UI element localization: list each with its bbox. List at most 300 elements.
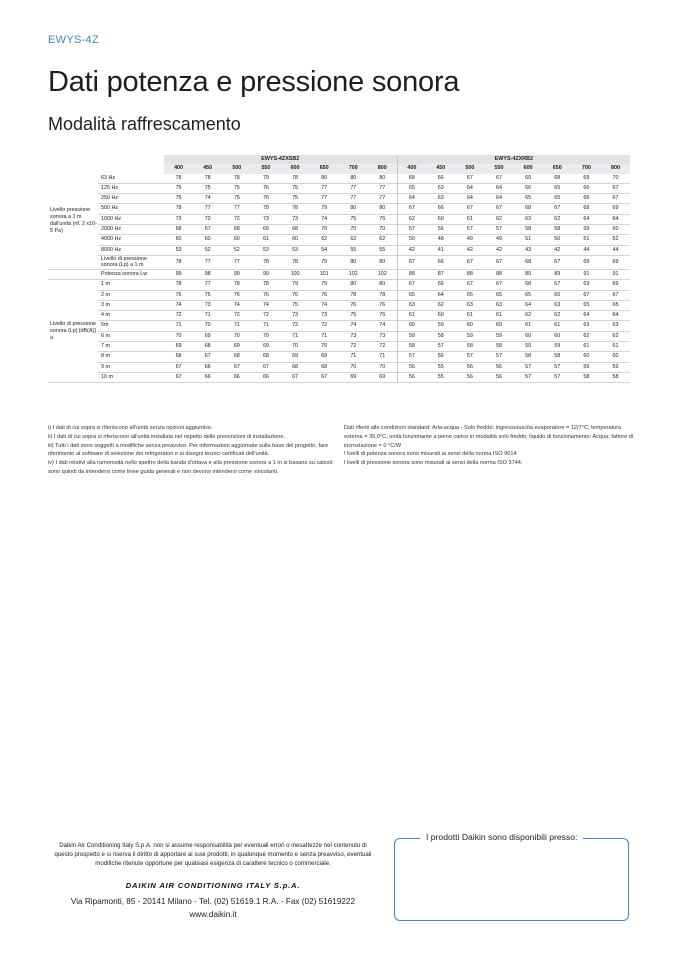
value-cell: 75	[222, 183, 251, 193]
dealer-label: I prodotti Daikin sono disponibili presso:	[420, 832, 583, 842]
value-cell: 65	[455, 290, 484, 300]
value-cell: 69	[251, 342, 280, 352]
value-cell: 64	[484, 183, 513, 193]
value-cell: 56	[426, 225, 455, 235]
value-cell: 65	[543, 290, 572, 300]
note-line: ii) I dati di cui sopra si riferiscono all'unità installata nel rispetto delle prescrizioni di installazione.	[48, 433, 286, 440]
value-cell: 60	[455, 321, 484, 331]
value-cell: 62	[543, 214, 572, 224]
company-address: Via Ripamonti, 85 - 20141 Milano - Tel. (02) 51619.1 R.A. - Fax (02) 51619222	[70, 897, 356, 906]
value-cell: 67	[601, 183, 630, 193]
value-cell: 69	[514, 174, 543, 184]
value-cell: 80	[368, 255, 397, 269]
value-cell: 59	[514, 342, 543, 352]
value-cell: 67	[222, 362, 251, 372]
note-line: I livelli di potenza sonora sono misurati ai sensi della norma ISO 9614	[344, 451, 517, 458]
value-cell: 50	[397, 235, 426, 245]
value-cell: 58	[455, 342, 484, 352]
value-cell: 78	[281, 255, 310, 269]
value-cell: 73	[339, 331, 368, 341]
size-header: 400	[164, 164, 193, 173]
size-header: 500	[455, 164, 484, 173]
value-cell: 102	[368, 269, 397, 279]
value-cell: 59	[572, 225, 601, 235]
value-cell: 76	[164, 290, 193, 300]
value-cell: 70	[310, 342, 339, 352]
value-cell: 75	[339, 214, 368, 224]
value-cell: 44	[572, 245, 601, 255]
value-cell: 55	[426, 362, 455, 372]
value-cell: 67	[164, 372, 193, 382]
value-cell: 70	[601, 174, 630, 184]
value-cell: 68	[310, 362, 339, 372]
value-cell: 64	[572, 214, 601, 224]
value-cell: 68	[514, 204, 543, 214]
table-row	[48, 174, 630, 184]
value-cell: 71	[310, 331, 339, 341]
value-cell: 79	[281, 280, 310, 290]
value-cell: 69	[368, 372, 397, 382]
row-label: 1 m	[98, 280, 164, 290]
company-name: DAIKIN AIR CONDITIONING ITALY S.p.A.	[125, 881, 301, 890]
value-cell: 57	[397, 352, 426, 362]
value-cell: 68	[251, 352, 280, 362]
value-cell: 57	[455, 352, 484, 362]
value-cell: 67	[455, 174, 484, 184]
value-cell: 56	[455, 362, 484, 372]
notes-left	[48, 424, 338, 477]
dealer-box	[394, 838, 629, 921]
value-cell: 60	[572, 352, 601, 362]
value-cell: 69	[251, 225, 280, 235]
value-cell: 89	[543, 269, 572, 279]
value-cell: 65	[514, 194, 543, 204]
value-cell: 102	[339, 269, 368, 279]
value-cell: 64	[601, 214, 630, 224]
value-cell: 53	[281, 245, 310, 255]
value-cell: 62	[368, 235, 397, 245]
value-cell: 73	[368, 331, 397, 341]
row-label: 4 m	[98, 311, 164, 321]
value-cell: 80	[339, 280, 368, 290]
value-cell: 56	[484, 362, 513, 372]
value-cell: 62	[339, 235, 368, 245]
row-label: 8000 Hz	[98, 245, 164, 255]
row-label: Potenza sonora Lw	[98, 269, 164, 279]
value-cell: 77	[339, 194, 368, 204]
value-cell: 67	[164, 362, 193, 372]
group-header-xsb2: EWYS-4ZXSB2	[164, 155, 397, 164]
value-cell: 56	[397, 362, 426, 372]
value-cell: 61	[543, 321, 572, 331]
value-cell: 77	[193, 280, 222, 290]
value-cell: 67	[251, 362, 280, 372]
row-label: 2 m	[98, 290, 164, 300]
value-cell: 63	[426, 183, 455, 193]
table-row	[48, 321, 630, 331]
value-cell: 55	[339, 245, 368, 255]
value-cell: 58	[514, 225, 543, 235]
value-cell: 57	[514, 372, 543, 382]
value-cell: 78	[281, 204, 310, 214]
value-cell: 99	[222, 269, 251, 279]
value-cell: 61	[514, 321, 543, 331]
value-cell: 73	[281, 311, 310, 321]
value-cell: 52	[601, 235, 630, 245]
row-label: Livello di pressione sonora (Lp) a 1 m	[98, 255, 164, 269]
value-cell: 66	[193, 362, 222, 372]
value-cell: 98	[193, 269, 222, 279]
value-cell: 76	[281, 290, 310, 300]
value-cell: 61	[455, 214, 484, 224]
value-cell: 78	[164, 255, 193, 269]
value-cell: 56	[397, 372, 426, 382]
value-cell: 75	[164, 194, 193, 204]
value-cell: 67	[543, 280, 572, 290]
row-label: 6 m	[98, 331, 164, 341]
value-cell: 67	[572, 290, 601, 300]
value-cell: 57	[484, 225, 513, 235]
value-cell: 80	[310, 174, 339, 184]
value-cell: 65	[601, 300, 630, 310]
value-cell: 71	[193, 311, 222, 321]
value-cell: 52	[193, 245, 222, 255]
value-cell: 79	[310, 204, 339, 214]
value-cell: 64	[484, 194, 513, 204]
value-cell: 67	[397, 255, 426, 269]
value-cell: 80	[339, 204, 368, 214]
section-label: Livello pressione sonora a 1 m dall'unità (rif. 2 x10-5 Pa)	[48, 174, 98, 270]
value-cell: 75	[281, 183, 310, 193]
value-cell: 57	[514, 362, 543, 372]
value-cell: 70	[251, 331, 280, 341]
value-cell: 61	[455, 311, 484, 321]
value-cell: 76	[222, 290, 251, 300]
value-cell: 67	[601, 290, 630, 300]
value-cell: 60	[193, 235, 222, 245]
value-cell: 62	[310, 235, 339, 245]
value-cell: 73	[251, 214, 280, 224]
page-title: Dati potenza e pressione sonora	[48, 66, 460, 98]
row-label: 8 m	[98, 352, 164, 362]
value-cell: 78	[164, 204, 193, 214]
value-cell: 99	[164, 269, 193, 279]
value-cell: 77	[310, 183, 339, 193]
row-label: 10 m	[98, 372, 164, 382]
value-cell: 68	[514, 280, 543, 290]
size-header: 450	[426, 164, 455, 173]
value-cell: 69	[164, 342, 193, 352]
value-cell: 66	[426, 174, 455, 184]
value-cell: 67	[455, 204, 484, 214]
value-cell: 63	[572, 321, 601, 331]
value-cell: 48	[426, 235, 455, 245]
table-row	[48, 214, 630, 224]
notes-right	[344, 424, 634, 468]
row-label: 7 m	[98, 342, 164, 352]
value-cell: 78	[164, 280, 193, 290]
value-cell: 62	[426, 300, 455, 310]
value-cell: 77	[193, 204, 222, 214]
value-cell: 64	[455, 183, 484, 193]
value-cell: 68	[397, 174, 426, 184]
table-row	[48, 331, 630, 341]
sound-data-table	[48, 155, 630, 383]
value-cell: 69	[601, 204, 630, 214]
value-cell: 59	[455, 331, 484, 341]
value-cell: 64	[572, 311, 601, 321]
value-cell: 56	[426, 352, 455, 362]
value-cell: 65	[543, 183, 572, 193]
value-cell: 59	[426, 321, 455, 331]
note-line: iv) I dati relativi alla rumorosità nello spettro della banda d'ottava e alla pressione sonora a 1 m si basano su calcoli: sono quindi da intendersi come linee guida generali e non devono intendersi come vincolanti.	[48, 460, 334, 475]
value-cell: 43	[514, 245, 543, 255]
value-cell: 64	[455, 194, 484, 204]
value-cell: 71	[368, 352, 397, 362]
value-cell: 53	[164, 245, 193, 255]
value-cell: 66	[572, 183, 601, 193]
value-cell: 76	[368, 300, 397, 310]
value-cell: 65	[397, 183, 426, 193]
value-cell: 66	[426, 255, 455, 269]
row-label: 5m	[98, 321, 164, 331]
value-cell: 62	[484, 214, 513, 224]
value-cell: 74	[368, 321, 397, 331]
value-cell: 70	[339, 362, 368, 372]
value-cell: 57	[543, 362, 572, 372]
group-header-xrb2: EWYS-4ZXRB2	[397, 155, 630, 164]
value-cell: 75	[339, 311, 368, 321]
row-label: 4000 Hz	[98, 235, 164, 245]
size-header: 800	[368, 164, 397, 173]
size-header: 500	[222, 164, 251, 173]
value-cell: 68	[193, 342, 222, 352]
size-header: 700	[572, 164, 601, 173]
value-cell: 69	[193, 331, 222, 341]
value-cell: 76	[339, 300, 368, 310]
value-cell: 75	[164, 183, 193, 193]
value-cell: 58	[514, 352, 543, 362]
value-cell: 87	[426, 269, 455, 279]
value-cell: 67	[543, 204, 572, 214]
table-row	[48, 204, 630, 214]
value-cell: 65	[572, 300, 601, 310]
table-row	[48, 269, 630, 279]
value-cell: 70	[281, 342, 310, 352]
value-cell: 68	[164, 352, 193, 362]
value-cell: 50	[543, 235, 572, 245]
value-cell: 63	[601, 321, 630, 331]
value-cell: 78	[251, 204, 280, 214]
value-cell: 77	[339, 183, 368, 193]
value-cell: 75	[222, 194, 251, 204]
value-cell: 68	[514, 255, 543, 269]
table-row	[48, 352, 630, 362]
value-cell: 69	[572, 174, 601, 184]
value-cell: 72	[222, 214, 251, 224]
value-cell: 57	[543, 372, 572, 382]
value-cell: 66	[572, 194, 601, 204]
value-cell: 65	[543, 194, 572, 204]
value-cell: 60	[426, 311, 455, 321]
value-cell: 72	[164, 311, 193, 321]
value-cell: 63	[543, 300, 572, 310]
value-cell: 77	[310, 194, 339, 204]
value-cell: 99	[251, 269, 280, 279]
row-label: 250 Hz	[98, 194, 164, 204]
value-cell: 70	[368, 362, 397, 372]
value-cell: 91	[601, 269, 630, 279]
value-cell: 69	[572, 204, 601, 214]
value-cell: 75	[368, 214, 397, 224]
value-cell: 57	[426, 342, 455, 352]
value-cell: 74	[251, 300, 280, 310]
value-cell: 80	[368, 204, 397, 214]
value-cell: 67	[601, 194, 630, 204]
value-cell: 59	[397, 331, 426, 341]
table-row	[48, 225, 630, 235]
value-cell: 53	[251, 245, 280, 255]
value-cell: 58	[397, 342, 426, 352]
value-cell: 63	[514, 214, 543, 224]
value-cell: 62	[514, 311, 543, 321]
value-cell: 67	[281, 372, 310, 382]
value-cell: 65	[484, 290, 513, 300]
value-cell: 61	[251, 235, 280, 245]
size-header: 650	[543, 164, 572, 173]
value-cell: 70	[193, 321, 222, 331]
value-cell: 70	[164, 331, 193, 341]
value-cell: 77	[222, 255, 251, 269]
value-cell: 59	[543, 342, 572, 352]
value-cell: 66	[426, 204, 455, 214]
value-cell: 61	[484, 311, 513, 321]
value-cell: 70	[339, 225, 368, 235]
value-cell: 75	[368, 311, 397, 321]
value-cell: 74	[164, 300, 193, 310]
size-header: 600	[281, 164, 310, 173]
value-cell: 71	[251, 321, 280, 331]
value-cell: 60	[164, 235, 193, 245]
value-cell: 100	[281, 269, 310, 279]
row-label: 2000 Hz	[98, 225, 164, 235]
value-cell: 67	[484, 174, 513, 184]
value-cell: 64	[426, 290, 455, 300]
size-header: 650	[310, 164, 339, 173]
value-cell: 76	[310, 290, 339, 300]
model-tag: EWYS-4Z	[48, 34, 99, 46]
value-cell: 74	[339, 321, 368, 331]
value-cell: 58	[601, 372, 630, 382]
table-row	[48, 255, 630, 269]
value-cell: 57	[484, 352, 513, 362]
value-cell: 68	[222, 352, 251, 362]
table-row	[48, 342, 630, 352]
value-cell: 78	[281, 174, 310, 184]
value-cell: 79	[251, 174, 280, 184]
value-cell: 57	[397, 225, 426, 235]
table-row	[48, 311, 630, 321]
value-cell: 80	[339, 255, 368, 269]
note-line: iii) Tutti i dati sono soggetti a modifiche senza preavviso. Per informazioni aggiornate sulla base del progetto, fare riferimento al software di selezione dei refrigeratori e ai disegni tecnici certificati dell'unità.	[48, 442, 329, 458]
value-cell: 69	[222, 342, 251, 352]
value-cell: 70	[222, 331, 251, 341]
size-header: 550	[484, 164, 513, 173]
value-cell: 101	[310, 269, 339, 279]
value-cell: 44	[601, 245, 630, 255]
value-cell: 80	[339, 174, 368, 184]
value-cell: 77	[222, 204, 251, 214]
table-row	[48, 183, 630, 193]
value-cell: 61	[572, 342, 601, 352]
value-cell: 68	[164, 225, 193, 235]
value-cell: 66	[426, 280, 455, 290]
value-cell: 67	[484, 255, 513, 269]
value-cell: 58	[572, 372, 601, 382]
value-cell: 91	[572, 269, 601, 279]
value-cell: 60	[281, 235, 310, 245]
value-cell: 79	[310, 280, 339, 290]
value-cell: 67	[484, 204, 513, 214]
value-cell: 72	[281, 321, 310, 331]
value-cell: 41	[426, 245, 455, 255]
value-cell: 66	[251, 372, 280, 382]
value-cell: 70	[368, 225, 397, 235]
value-cell: 60	[601, 225, 630, 235]
value-cell: 59	[484, 331, 513, 341]
table-row	[48, 362, 630, 372]
value-cell: 57	[455, 225, 484, 235]
value-cell: 66	[193, 372, 222, 382]
value-cell: 60	[397, 321, 426, 331]
value-cell: 74	[193, 194, 222, 204]
value-cell: 73	[310, 311, 339, 321]
value-cell: 78	[222, 174, 251, 184]
value-cell: 78	[164, 174, 193, 184]
value-cell: 89	[514, 269, 543, 279]
table-row	[48, 280, 630, 290]
value-cell: 64	[601, 311, 630, 321]
value-cell: 78	[222, 280, 251, 290]
value-cell: 42	[397, 245, 426, 255]
value-cell: 60	[543, 331, 572, 341]
value-cell: 72	[251, 311, 280, 321]
value-cell: 67	[455, 255, 484, 269]
note-line: i) I dati di cui sopra si riferiscono all'unità senza opzioni aggiuntive.	[48, 425, 213, 431]
value-cell: 60	[601, 352, 630, 362]
note-line: Dati riferiti alle condizioni standard: Aria-acqua - Solo freddo; ingresso/uscita evaporatore = 12/7°C; temperatura esterna = 35,0°C, unità funzionante a pieno carico in modalità solo freddo; liquido di funzionamento: Acqua; fattore di incrostazione = 0 °C/W	[344, 425, 634, 449]
value-cell: 77	[368, 194, 397, 204]
value-cell: 74	[310, 300, 339, 310]
value-cell: 54	[310, 245, 339, 255]
value-cell: 77	[368, 183, 397, 193]
row-label: 9 m	[98, 362, 164, 372]
value-cell: 68	[222, 225, 251, 235]
value-cell: 51	[514, 235, 543, 245]
value-cell: 76	[251, 183, 280, 193]
value-cell: 63	[455, 300, 484, 310]
value-cell: 80	[368, 174, 397, 184]
value-cell: 70	[310, 225, 339, 235]
size-header: 600	[514, 164, 543, 173]
value-cell: 78	[368, 290, 397, 300]
value-cell: 62	[397, 214, 426, 224]
company-website[interactable]: www.daikin.it	[189, 910, 237, 919]
value-cell: 69	[572, 255, 601, 269]
size-header: 700	[339, 164, 368, 173]
value-cell: 69	[310, 352, 339, 362]
value-cell: 69	[339, 372, 368, 382]
